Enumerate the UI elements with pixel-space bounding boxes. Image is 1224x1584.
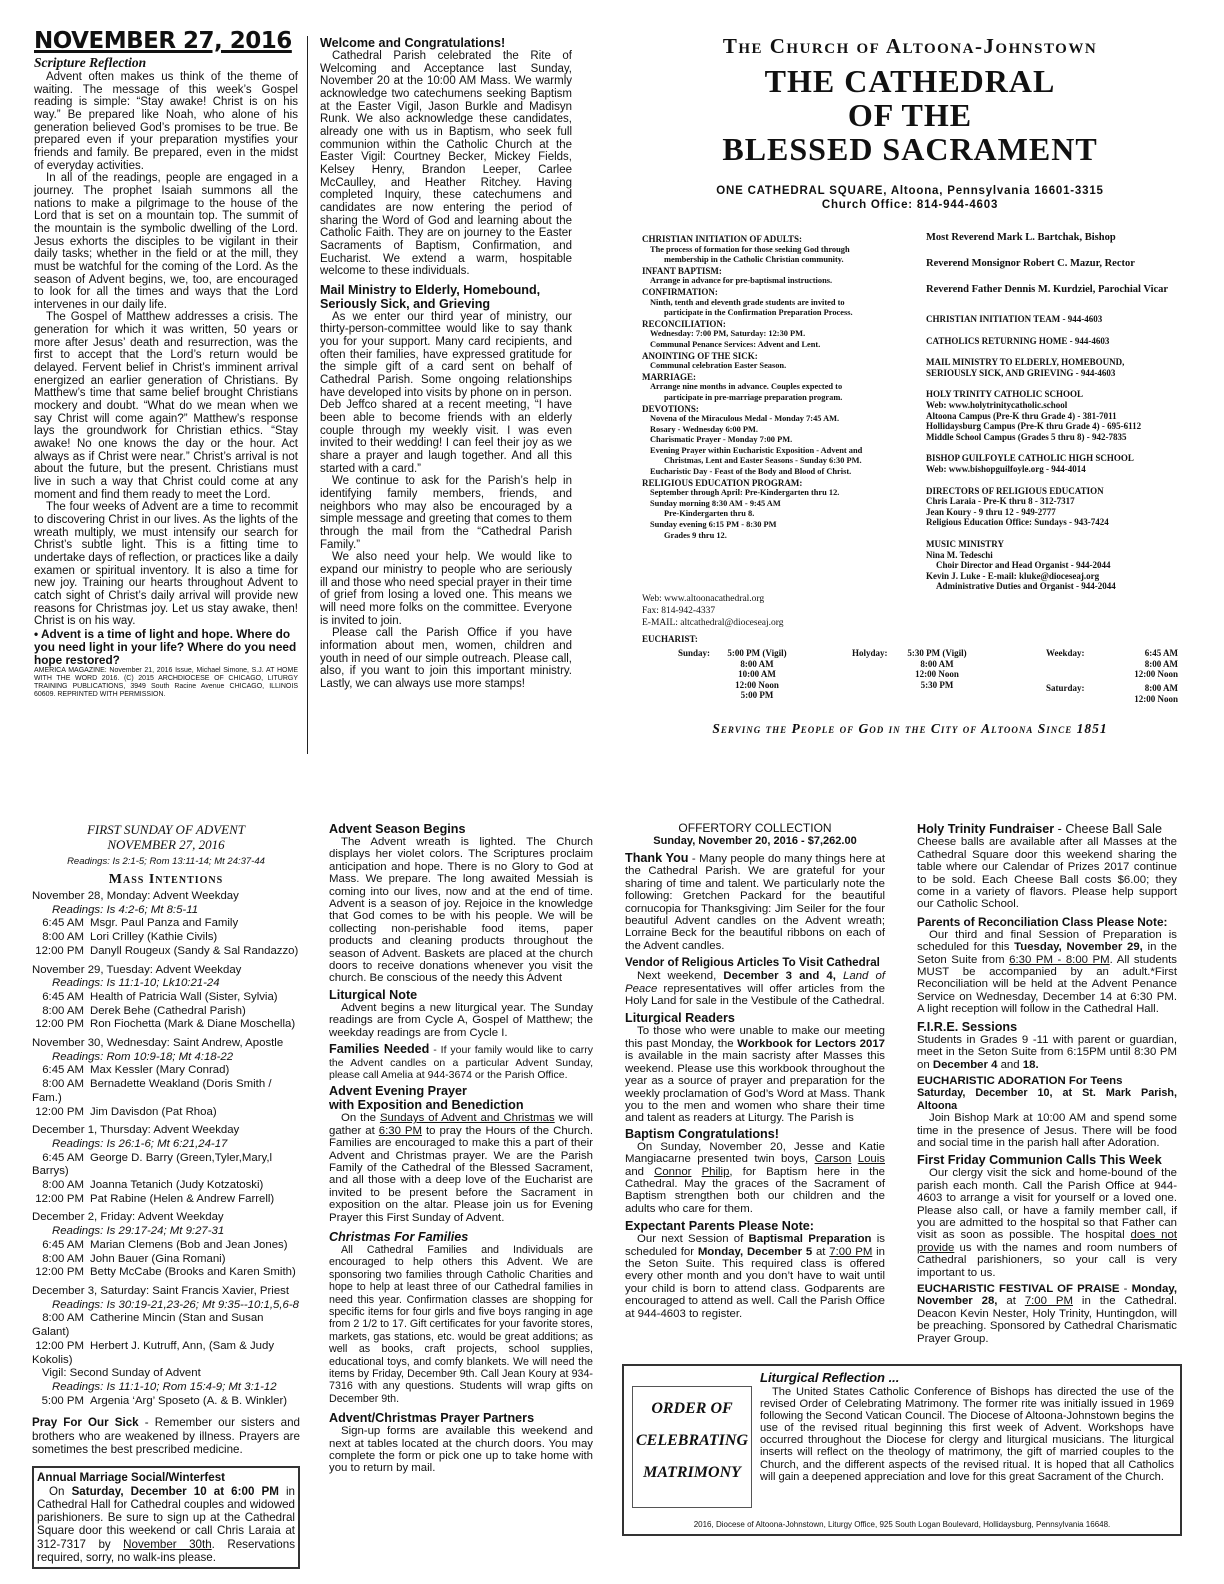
ministry-line: MAIL MINISTRY TO ELDERLY, HOMEBOUND,	[926, 357, 1125, 368]
mass-time: 8:00 AM	[42, 1078, 84, 1091]
welcome-body: Cathedral Parish celebrated the Rite of Welcoming and Acceptance last Sunday, November 20 at the 10:00 AM Mass. We warmly acknowledge two catechumens seeking Baptism at the Easter Vigil, Jason Burkle and Madisyn Runk. We also acknowledge these candidates, already one with us in Baptism, who seek full communion within the Catholic Church at the Easter Vigil: Courtney Becker, Mickey Fields, Kelsey Henry, Brandon Leeper, Carlee McCaulley, and Heather Ritchey. Having completed Inquiry, these catechumens and candidates are now entering the period of sharing the Word of God and learning about the Catholic Faith. They are on journey to the Easter Sacraments of Baptism, Confirmation, and Eucharist. We extend a warm, hospitable welcome to these individuals.	[320, 50, 572, 278]
mass-intention-name: Marian Clemens (Bob and Jean Jones)	[90, 1238, 288, 1251]
offertory-amount: Sunday, November 20, 2016 - $7,262.00	[653, 835, 857, 847]
advent-date: NOVEMBER 27, 2016	[107, 837, 225, 852]
mail-para-3: We also need your help. We would like to expand our ministry to people who are seriously ill and those who need special prayer in their time of grief from losing a loved one. This means we will need more folks on the committee. Everyone is invited to join.	[320, 551, 572, 627]
info-line: Arrange nine months in advance. Couples expected to	[650, 382, 843, 392]
rec-u1: 6:30 PM - 8:00 PM	[1009, 953, 1110, 966]
ministry-line: MUSIC MINISTRY	[926, 538, 1004, 549]
intention-readings: Readings: Is 11:1-10; Lk10:21-24	[52, 977, 220, 990]
social-date: Saturday, December 10 at 6:00 PM	[71, 1484, 279, 1498]
families-needed	[329, 1042, 593, 1081]
ministries-list	[926, 314, 1196, 592]
sidebar-line-1: ORDER OF	[651, 1400, 733, 1417]
mass-intention-row	[32, 1064, 300, 1078]
mass-intention-name: Jim Davisdon (Pat Rhoa)	[90, 1105, 217, 1118]
info-line: participate in the Confirmation Preparation Process.	[664, 308, 853, 318]
fax-number: Fax: 814-942-4337	[642, 606, 716, 616]
evening-prayer-title-2: with Exposition and Benediction	[329, 1098, 524, 1113]
mass-intention-name: John Bauer (Gina Romani)	[90, 1252, 226, 1265]
sunday-time: 5:00 PM	[740, 690, 774, 701]
info-line: participate in pre-marriage preparation program.	[664, 392, 843, 402]
advent-column	[32, 822, 300, 1564]
sunday-time: 10:00 AM	[738, 669, 776, 680]
mass-intention-name: Pat Rabine (Helen & Andrew Farrell)	[90, 1192, 275, 1205]
first-friday-body	[917, 1167, 1177, 1279]
mass-time: 6:45 AM	[42, 1151, 84, 1164]
weekday-time: 6:45 AM	[1144, 648, 1178, 658]
office-phone: Church Office: 814-944-4603	[821, 199, 999, 211]
ministry-line: CHRISTIAN INITIATION TEAM - 944-4603	[926, 314, 1103, 324]
offertory-column	[625, 822, 885, 1362]
sunday-times	[712, 648, 802, 701]
sidebar-line-2: CELEBRATING	[635, 1432, 749, 1449]
ministry-line: Jean Koury - 9 thru 12 - 949-2777	[926, 506, 1056, 517]
expectant-title: Expectant Parents Please Note:	[625, 1219, 814, 1234]
mass-time: 12:00 PM	[35, 1339, 84, 1352]
mass-intention-row	[32, 917, 300, 931]
mass-time: 8:00 AM	[42, 931, 84, 944]
scripture-para-3: The Gospel of Matthew addresses a crisis. The generation for which it was written, 50 years or more after Jesus’ death and resurrection, was the first to accept that the Lord’s return would be delayed. Fervent belief in Christ’s imminent arrival energized an earlier generation of Christians. By Matthew’s time that same belief brought Christians mockery and doubt. “What do we mean when we say Christ will come again?” Matthew’s response lays the groundwork for Christian ethics. “Stay awake! No one knows the day or the hour. Act always as if Christ were near.” Christ’s arrival is not about the future, but the present. Christians must live in such a way that Christ could come at any moment and find them ready to meet the Lord.	[34, 311, 298, 501]
vendor-t2: representatives will offer articles from the Holy Land for sale in the Vestibule of the Cathedral.	[625, 982, 885, 1008]
ff-u1: does not provide	[917, 1229, 1177, 1254]
advent-begins-body: The Advent wreath is lighted. The Church displays her violet colors. The Scriptures proclaim anticipation and hope. There is no Glory to God at Mass. We prepare. The long awaited Messiah is coming into our lives, now and at the end of time. Advent is a season of joy. Rejoice in the knowledge that God comes to be with his people. We will be collecting non-perishable food items, paper products and cleaning products throughout the season of Advent. Baskets are placed at the church doors to receive donations whenever you visit the church. Be conscious of the needy this Advent	[329, 836, 593, 985]
sacraments-info	[642, 234, 922, 634]
ep-u2: 6:30 PM	[378, 1124, 423, 1137]
info-line: Evening Prayer within Eucharistic Exposition - Advent and	[650, 445, 863, 455]
exp-b1: Baptismal Preparation	[748, 1233, 872, 1246]
festival-block	[917, 1283, 1177, 1345]
pray-text: - Remember our sisters and brothers who are weakened by illness. Prayers are sometimes the best prescribed medicine.	[32, 1416, 300, 1456]
cathedral-title-2: OF THE	[847, 97, 973, 133]
ff-t2: us with the names and room numbers of Cathedral parishioners, so your call is very important to us.	[917, 1241, 1177, 1279]
sunday-label: Sunday:	[678, 648, 711, 658]
mass-time: 6:45 AM	[42, 1064, 84, 1077]
saturday-label: Saturday:	[1046, 683, 1085, 693]
info-line: membership in the Catholic Christian community.	[664, 255, 844, 265]
holyday-label: Holyday:	[852, 648, 888, 658]
saturday-time: 8:00 AM	[1144, 683, 1178, 693]
fest-b1: Monday, November 28,	[917, 1283, 1177, 1308]
ff-t1: Our clergy visit the sick and home-bound of the parish each month. Call the Parish Office at 944-4603 to arrange a visit for yourself or a loved one. Please also call, or have a family member call, if you are admitted to the hospital so that Father can visit as soon as possible. The hospital	[917, 1167, 1177, 1242]
bap-u4: Philip	[701, 1165, 730, 1178]
advent-notes-column	[329, 822, 593, 1544]
mail-title: Mail Ministry to Elderly, Homebound, Seriously Sick, and Grieving	[320, 282, 541, 311]
welcome-column	[320, 36, 572, 748]
rec-t2: in the Seton Suite from	[917, 941, 1177, 966]
exp-b2: Monday, December 5	[697, 1245, 813, 1258]
mass-intention-row	[32, 1312, 300, 1339]
reflection-sidebar	[632, 1386, 752, 1508]
ep-u1: Sundays of Advent and Christmas	[379, 1112, 555, 1125]
holyday-time: 12:00 Noon	[915, 669, 959, 680]
social-text-3: . Reservations required, sorry, no walk-ins please.	[37, 1537, 295, 1564]
mail-para-1: As we enter our third year of ministry, our thirty-person-committee would like to say thank you for your support. Many card recipients, and often their families, have expressed gratitude for the simple gift of a card sent on behalf of Cathedral Parish. Some ongoing relationships have developed into visits by phone on in person. Deb Jeffco shared at a recent meeting, “I have been able to become friends with an elderly couple through my weekly visit. I was even invited to their wedding! I can feel their joy as we share a prayer and laugh together. And all this started with a card.”	[320, 310, 572, 475]
email-link[interactable]: E-MAIL: altcathedral@dioceseaj.org	[642, 618, 784, 628]
prayer-partners-body: Sign-up forms are available this weekend and next at tables located at the church doors. You may complete the form or pick one up to take home with you to return by mail.	[329, 1425, 593, 1475]
ministry-line: HOLY TRINITY CATHOLIC SCHOOL	[926, 389, 1083, 400]
info-line: RELIGIOUS EDUCATION PROGRAM:	[642, 477, 803, 488]
saturday-time: 12:00 Noon	[1134, 693, 1178, 704]
exp-t3: at	[812, 1245, 830, 1258]
weekday-time: 8:00 AM	[1144, 658, 1178, 669]
mass-time: 12:00 PM	[35, 1266, 84, 1279]
advent-heading: FIRST SUNDAY OF ADVENT	[86, 822, 246, 837]
mass-time: 12:00 PM	[35, 1192, 84, 1205]
info-line: Sunday evening 6:15 PM - 8:30 PM	[650, 520, 777, 530]
adoration-subtitle: Saturday, December 10, at St. Mark Parish, Altoona	[917, 1087, 1177, 1112]
ministry-line: Chris Laraia - Pre-K thru 8 - 312-7317	[926, 496, 1075, 507]
intention-day: November 28, Monday: Advent Weekday	[32, 890, 239, 902]
weekday-time: 12:00 Noon	[1134, 669, 1178, 680]
intention-readings: Readings: Rom 10:9-18; Mt 4:18-22	[52, 1050, 234, 1063]
cathedral-title-1: THE CATHEDRAL	[764, 63, 1056, 99]
eucharist-label: EUCHARIST:	[642, 634, 698, 644]
baptism-title: Baptism Congratulations!	[625, 1126, 779, 1141]
advent-begins-title: Advent Season Begins	[329, 822, 466, 836]
christmas-families-title: Christmas For Families	[329, 1229, 469, 1244]
ep-t1: On the	[341, 1112, 380, 1125]
vendor-dates: December 3 and 4,	[723, 970, 836, 983]
info-line: The process of formation for those seeking God through	[650, 244, 850, 254]
scripture-title: Scripture Reflection	[34, 55, 147, 70]
sunday-time: 5:00 PM (Vigil)	[727, 648, 787, 658]
mass-time: 5:00 PM	[41, 1394, 84, 1407]
rec-t3: . All students MUST be accompanied by an adult.*First Reconciliation will be held at the Advent Penance Service on Wednesday, December 14 at 6:30 PM. A light reception will follow in the Cathedral Hall.	[917, 953, 1177, 1016]
contact-info	[642, 593, 922, 633]
holyday-time: 8:00 AM	[920, 658, 954, 669]
intention-readings: Readings: Is 29:17-24; Mt 9:27-31	[52, 1225, 225, 1238]
info-line: Novena of the Miraculous Medal - Monday 7:45 AM.	[650, 414, 840, 424]
intention-day: December 3, Saturday: Saint Francis Xavier, Priest	[32, 1284, 290, 1297]
intention-day: November 29, Tuesday: Advent Weekday	[32, 963, 242, 976]
vendor-title: Vendor of Religious Articles To Visit Cathedral	[625, 956, 880, 970]
fundraiser-column	[917, 822, 1177, 1362]
ministry-line: Choir Director and Head Organist - 944-2044	[936, 560, 1111, 571]
fire-b1: December 4	[932, 1058, 998, 1071]
vendor-body	[625, 970, 885, 1007]
fire-t1: Students in Grades 9 -11 with parent or guardian, meet in the Seton Suite from 6:15PM until 8:30 PM on	[917, 1033, 1177, 1071]
thanks-body: - Many people do many things here at the Cathedral Parish. We are grateful for your sharing of time and talent. We particularly note the following: Gretchen Packard for the beautiful cornucopia for Thanksgiving: Jim Seiler for the four beautiful Advent candles on the Advent wreath; Lorraine Beck for the beautiful ribbons on each of the Advent candles.	[625, 853, 885, 952]
thanks-title: Thank You	[625, 851, 689, 865]
bap-t1: On Sunday, November 20, Jesse and Katie Mangiacarne presented twin boys,	[625, 1140, 885, 1166]
adoration-title: EUCHARISTIC ADORATION For Teens	[917, 1074, 1123, 1087]
intention-day: December 2, Friday: Advent Weekday	[32, 1211, 224, 1224]
church-name: The Church of Altoona-Johnstown	[722, 34, 1098, 58]
vigil-readings: Readings: Is 11:1-10; Rom 15:4-9; Mt 3:1-12	[52, 1380, 277, 1393]
mass-intention-row	[32, 1193, 300, 1207]
liturgical-reflection-box	[622, 1364, 1182, 1536]
mass-intention-row	[32, 1018, 300, 1032]
thank-you	[625, 851, 885, 952]
info-line: Christmas, Lent and Easter Seasons - Sunday 6:30 PM.	[664, 456, 862, 466]
mass-intention-row	[32, 1253, 300, 1267]
exp-t1: Our next Session of	[637, 1233, 749, 1246]
mass-intention-row	[32, 1239, 300, 1253]
mass-intention-name: Health of Patricia Wall (Sister, Sylvia)	[90, 990, 278, 1003]
mass-time: 12:00 PM	[35, 1105, 84, 1118]
column-rule	[307, 36, 308, 754]
fundraiser-subtitle: - Cheese Ball Sale	[1054, 822, 1162, 836]
info-line: September through April: Pre-Kindergarten thru 12.	[650, 488, 840, 498]
mass-intention-row	[32, 1266, 300, 1280]
pray-for-sick	[32, 1416, 300, 1456]
mass-intention-row	[32, 945, 300, 959]
mass-time: 8:00 AM	[42, 1312, 84, 1325]
cathedral-title-3: BLESSED SACRAMENT	[722, 131, 1098, 167]
exp-u1: 7:00 PM	[829, 1245, 873, 1258]
ep-t2: we will gather at	[329, 1112, 594, 1137]
fire-b2: 18.	[1022, 1058, 1039, 1071]
mass-intention-row	[32, 991, 300, 1005]
sunday-time: 12:00 Noon	[735, 679, 779, 690]
reconciliation-title: Parents of Reconciliation Class Please Note:	[917, 914, 1168, 929]
reflection-title: Liturgical Reflection ...	[760, 1370, 900, 1385]
mass-intention-row	[32, 931, 300, 945]
mass-intention-name: Catherine Mincin (Stan and Susan Galant)	[32, 1312, 264, 1339]
mass-time: 6:45 AM	[42, 1238, 84, 1251]
clergy-vicar: Reverend Father Dennis M. Kurdziel, Parochial Vicar	[926, 284, 1169, 295]
holyday-time: 5:30 PM (Vigil)	[907, 648, 967, 658]
clergy-rector: Reverend Monsignor Robert C. Mazur, Rector	[926, 258, 1135, 269]
baptism-body	[625, 1141, 885, 1215]
info-line: Communal celebration Easter Season.	[650, 361, 787, 371]
mass-intention-row	[32, 1340, 300, 1367]
ministry-line: SERIOUSLY SICK, AND GRIEVING - 944-4603	[926, 367, 1116, 378]
scripture-para-1: Advent often makes us think of the theme of waiting. The message of this week’s Gospel reading is simple: “Stay awake! Christ is on his way.” Be prepared like Noah, who alone of his generation believed God’s promises to be true. Be prepared even if your preparation mystifies your friends and family. Be prepared, even in the midst of everyday activities.	[34, 71, 298, 172]
fest-u1: 7:00 PM	[1024, 1295, 1073, 1308]
fundraiser-heading	[917, 822, 1177, 836]
sunday-time: 8:00 AM	[740, 658, 774, 669]
mass-intention-row	[32, 1106, 300, 1120]
mass-intention-row	[32, 1152, 300, 1179]
festival-title: EUCHARISTIC FESTIVAL OF PRAISE	[917, 1283, 1120, 1295]
mass-intentions-list	[32, 890, 300, 1408]
website-link[interactable]: Web: www.altoonacathedral.org	[642, 594, 765, 604]
ministry-line: CATHOLICS RETURNING HOME - 944-4603	[926, 335, 1110, 346]
vigil-line: Vigil: Second Sunday of Advent	[42, 1367, 201, 1380]
clergy-and-ministries	[926, 232, 1196, 632]
exp-t2: is scheduled for	[625, 1233, 885, 1258]
mass-intention-row	[32, 1005, 300, 1019]
fire-body	[917, 1034, 1177, 1071]
info-line: Rosary - Wednesday 6:00 PM.	[650, 424, 759, 434]
ministry-line: BISHOP GUILFOYLE CATHOLIC HIGH SCHOOL	[926, 453, 1134, 464]
holyday-time: 5:30 PM	[920, 679, 954, 690]
ministry-line: Administrative Duties and Organist - 944-2044	[936, 581, 1116, 592]
weekday-times	[1098, 648, 1178, 680]
mass-time: 6:45 AM	[42, 917, 84, 930]
mass-intention-name: Bernadette Weakland (Doris Smith / Fam.)	[32, 1078, 272, 1104]
mass-time: 6:45 AM	[42, 990, 84, 1003]
mass-intention-name: Betty McCabe (Brooks and Karen Smith)	[90, 1266, 296, 1279]
fundraiser-title: Holy Trinity Fundraiser	[917, 822, 1055, 836]
info-line: Communal Penance Services: Advent and Lent.	[650, 339, 821, 349]
rec-b1: Tuesday, November 29,	[1014, 941, 1143, 954]
mass-time: 12:00 PM	[35, 944, 84, 957]
offertory-title: OFFERTORY COLLECTION	[678, 821, 832, 835]
saturday-times	[1098, 683, 1178, 704]
fest-t2: at	[997, 1295, 1025, 1308]
info-line: Grades 9 thru 12.	[664, 530, 727, 540]
families-body: - If your family would like to carry the Advent candles on a particular Advent Sunday, please call Amelia at 944-3674 or the Parish Office.	[329, 1044, 593, 1081]
holyday-times	[887, 648, 987, 690]
ministry-line: Web: www.holytrinitycatholic.school	[926, 399, 1068, 410]
ministry-line: Altoona Campus (Pre-K thru Grade 4) - 381-7011	[926, 410, 1117, 421]
mail-para-2: We continue to ask for the Parish’s help in identifying family members, friends, and neighbors who may also be encouraged by a simple message and greeting that comes to them through the mail from the “Cathedral Parish Family.”	[320, 475, 572, 551]
info-line: RECONCILIATION:	[642, 318, 726, 329]
vendor-t1: Next weekend,	[637, 970, 724, 983]
mass-intention-name: Argenia ‘Arg’ Sposeto (A. & B. Winkler)	[90, 1394, 288, 1407]
expectant-body	[625, 1233, 885, 1320]
serving-tagline: Serving the People of God in the City of Altoona Since 1851	[712, 721, 1108, 736]
info-line: Ninth, tenth and eleventh grade students are invited to	[650, 297, 845, 307]
mass-intention-name: Danyll Rougeux (Sandy & Sal Randazzo)	[90, 944, 299, 957]
mass-intention-name: Ron Fiochetta (Mark & Diane Moschella)	[90, 1018, 296, 1031]
mass-intention-name: Max Kessler (Mary Conrad)	[90, 1064, 230, 1077]
reflection-credit: 2016, Diocese of Altoona-Johnstown, Liturgy Office, 925 South Logan Boulevard, Hollidaysburg, Pennsylvania 16648.	[693, 1520, 1111, 1529]
intention-readings: Readings: Is 4:2-6; Mt 8:5-11	[52, 903, 199, 916]
info-line: Arrange in advance for pre-baptismal instructions.	[650, 276, 833, 286]
liturgical-note-title: Liturgical Note	[329, 987, 418, 1002]
bap-t3: and	[625, 1165, 655, 1178]
families-title: Families Needed	[329, 1042, 430, 1057]
intention-day: December 1, Thursday: Advent Weekday	[32, 1124, 240, 1137]
advent-readings: Readings: Is 2:1-5; Rom 13:11-14; Mt 24:37-44	[67, 856, 265, 867]
welcome-title: Welcome and Congratulations!	[320, 36, 506, 50]
mass-intention-row	[32, 1078, 300, 1105]
readers-title: Liturgical Readers	[625, 1011, 735, 1026]
bap-t5: , for Baptism here in the Cathedral. May the graces of the Sacrament of Baptism strengthen both our children and the adults who care for them.	[625, 1165, 885, 1215]
intention-day: November 30, Wednesday: Saint Andrew, Apostle	[32, 1037, 284, 1050]
mass-time: 8:00 AM	[42, 1179, 84, 1192]
bap-t4	[691, 1166, 701, 1178]
christmas-families-body: All Cathedral Families and Individuals are encouraged to help others this Advent. We are sponsoring two families through Catholic Charities and hope to help at least three of our Cathedral families in need this year. Confirmation classes are shopping for specific items for four girls and five boys ranging in age from 2 1/2 to 17. Gift certificates for your favorite stores, markets, gas stations, etc. would be great additions; as well as books, craft projects, school supplies, educational toys, and comfy blankets. We will need the items by Friday, December 9th. Call Jean Koury at 934-7316 with any questions. Students will wrap gifts on December 9th.	[329, 1243, 593, 1405]
readers-body	[625, 1025, 885, 1124]
ministry-line: Nina M. Tedeschi	[926, 549, 993, 560]
mass-time: 12:00 PM	[35, 1018, 84, 1031]
address-line: ONE CATHEDRAL SQUARE, Altoona, Pennsylvania 16601-3315	[716, 185, 1104, 197]
ministry-line: Middle School Campus (Grades 5 thru 8) - 942-7835	[926, 431, 1127, 442]
scripture-para-4: The four weeks of Advent are a time to recommit to discovering Christ in our lives. As the lights of the wreath multiply, we must intensify our search for Christ’s subtle light. This is a fitting time to undertake days of reflection, or practices like a daily examen or spiritual inventory. It is also a time for new joy. Training our hearts throughout Advent to catch sight of Christ’s daily arrival will provide new reasons for Christmas joy. Let us stay awake, then! Christ is on his way.	[34, 501, 298, 628]
fest-t3: in the Cathedral. Deacon Kevin Nester, Holy Trinity, Huntingdon, will be preaching. Sponsored by Cathedral Charismatic Prayer Group.	[917, 1295, 1178, 1345]
mass-intention-name: Lori Crilley (Kathie Civils)	[90, 931, 218, 944]
info-line: Wednesday: 7:00 PM, Saturday: 12:30 PM.	[650, 329, 806, 339]
info-line: Charismatic Prayer - Monday 7:00 PM.	[650, 435, 793, 445]
info-line: MARRIAGE:	[642, 371, 696, 382]
liturgical-note-body: Advent begins a new liturgical year. The Sunday readings are from Cycle A, Gospel of Matthew; the weekday readings are from Cycle I.	[329, 1001, 593, 1039]
scripture-credit: AMERICA MAGAZINE: November 21, 2016 Issue, Michael Simone, S.J. AT HOME WITH THE WORD 2016. (C) 2015 ARCHDIOCESE OF CHICAGO, LITURGY TRAINING PUBLICATIONS, 3949 South Racine Avenue CHICAGO, ILLINOIS 60609. REPRINTED WITH PERMISSION.	[34, 666, 298, 698]
scripture-column	[34, 30, 298, 750]
adoration-body: Join Bishop Mark at 10:00 AM and spend some time in the presence of Jesus. There will be food and social time in the parish hall after Adoration.	[917, 1112, 1177, 1149]
info-line: Eucharistic Day - Feast of the Body and Blood of Christ.	[650, 467, 852, 477]
info-line: Sunday morning 8:30 AM - 9:45 AM	[650, 498, 781, 508]
reflection-question: • Advent is a time of light and hope. Where do you need light in your life? Where do you need hope restored?	[34, 626, 297, 667]
bap-u1: Carson	[814, 1153, 852, 1166]
mass-intention-name: Msgr. Paul Panza and Family	[90, 917, 239, 930]
info-line: Pre-Kindergarten thru 8.	[664, 509, 755, 519]
info-line: INFANT BAPTISM:	[642, 265, 722, 276]
prayer-partners-title: Advent/Christmas Prayer Partners	[329, 1411, 535, 1426]
sidebar-line-3: MATRIMONY	[643, 1464, 741, 1481]
readers-t2: is available in the main sacristy after Masses this weekend. Please use this workbook throughout the year as a source of prayer and preparation for the weekly proclamation of God’s Word at Mass. Thank you to the men and women who share their time and talent as readers at Liturgy. The Parish is	[625, 1050, 885, 1125]
intention-readings: Readings: Is 30:19-21,23-26; Mt 9:35--10:1,5,6-8	[52, 1298, 299, 1311]
mass-intention-row	[32, 1179, 300, 1193]
fire-title: F.I.R.E. Sessions	[917, 1019, 1018, 1034]
fundraiser-body: Cheese balls are available after all Masses at the Cathedral Square door this weekend sharing the table where our Calendar of Prizes 2017 continue to be sold. Each Cheese Ball costs $6.00; they come in a variety of flavors. Please help support our Catholic School.	[917, 836, 1177, 911]
info-line: CHRISTIAN INITIATION OF ADULTS:	[642, 234, 802, 244]
mail-para-4: Please call the Parish Office if you have information about men, women, children and youth in need of our simple outreach. Please call, also, if you want to join this important ministry. Lastly, we can always use more stamps!	[320, 627, 572, 690]
ministry-line: Hollidaysburg Campus (Pre-K thru Grade 4) - 695-6112	[926, 421, 1142, 432]
mass-time: 8:00 AM	[42, 1004, 84, 1017]
bap-u2: Louis	[857, 1153, 885, 1166]
reflection-body: The United States Catholic Conference of Bishops has directed the use of the revised Order of Celebrating Matrimony. The former rite was initially issued in 1969 following the Second Vatican Council. The Diocese of Altoona-Johnstown begins the use of the revised ritual beginning this first week of Advent. Workshops have occurred throughout the Diocese for clergy and liturgical musicians. The liturgical inserts will reflect on the theology of matrimony, the gift of married couples to the Church, and the different aspects of the revised ritual. It is hoped that all Catholics will gain a deepened appreciation and love for this great Sacrament of the Church.	[760, 1386, 1174, 1483]
mass-intention-name: Derek Behe (Cathedral Parish)	[90, 1004, 246, 1017]
weekday-label: Weekday:	[1046, 648, 1085, 658]
social-deadline: November 30th	[123, 1537, 212, 1551]
pray-label: Pray For Our Sick	[32, 1416, 139, 1430]
intention-readings: Readings: Is 26:1-6; Mt 6:21,24-17	[52, 1137, 228, 1150]
mass-intention-name: Herbert J. Kutruff, Ann, (Sam & Judy Kokolis)	[32, 1339, 275, 1366]
evening-prayer-body	[329, 1112, 593, 1224]
clergy-bishop: Most Reverend Mark L. Bartchak, Bishop	[926, 232, 1116, 243]
ministry-line: Kevin J. Luke - E-mail: kluke@dioceseaj.org	[926, 570, 1100, 581]
info-line: DEVOTIONS:	[642, 403, 699, 414]
mass-intention-row	[32, 1395, 300, 1409]
marriage-social-box	[32, 1466, 300, 1569]
ep-t3: to pray the Hours of the Church. Families are encouraged to make this a part of their Advent and Christmas prayer. We are the Parish Family of the Cathedral of the Blessed Sacrament, and all those with a deep love of the Eucharist are invited to be present before the Sacrament in exposition on the altar. Please join us for Evening Prayer this First Sunday of Advent.	[329, 1124, 593, 1224]
fire-t2: and	[997, 1058, 1023, 1071]
mass-time: 8:00 AM	[42, 1252, 84, 1265]
mass-intention-name: George D. Barry (Green,Tyler,Mary,l Barrys)	[32, 1151, 273, 1178]
vendor-name: Land of Peace	[625, 970, 886, 995]
social-text-1: On	[49, 1484, 72, 1498]
social-text-2: in Cathedral Hall for Cathedral couples and widowed parishioners. Be sure to sign up at the Cathedral Square door this weekend or call Chris Laraia at 312-7317 by	[37, 1484, 295, 1551]
bap-u3: Connor	[654, 1165, 692, 1178]
mass-intention-name: Joanna Tetanich (Judy Kotzatoski)	[90, 1179, 264, 1192]
fest-t1: -	[1119, 1283, 1132, 1295]
evening-prayer-title-1: Advent Evening Prayer	[329, 1084, 467, 1099]
reconciliation-body	[917, 929, 1177, 1016]
eucharist-schedule	[642, 634, 1202, 714]
exp-t4: in the Seton Suite. This required class is offered every other month and you don’t have to wait until your child is born to attend class. Godparents are encouraged to attend as well. Call the Parish Office at 944-4603 to register.	[625, 1245, 885, 1320]
info-line: CONFIRMATION:	[642, 286, 718, 297]
ministry-line: Religious Education Office: Sundays - 943-7424	[926, 517, 1109, 528]
first-friday-title: First Friday Communion Calls This Week	[917, 1153, 1162, 1168]
ministry-line: Web: www.bishopguilfoyle.org - 944-4014	[926, 463, 1086, 474]
masthead	[620, 30, 1200, 212]
date-header: NOVEMBER 27, 2016	[34, 28, 292, 54]
mass-intentions-title: Mass Intentions	[108, 872, 224, 887]
rec-t1: Our third and final Session of Preparation is scheduled for this	[917, 928, 1177, 954]
ministry-line: DIRECTORS OF RELIGIOUS EDUCATION	[926, 485, 1104, 496]
readers-book: Workbook for Lectors 2017	[737, 1037, 885, 1050]
scripture-para-2: In all of the readings, people are engaged in a journey. The prophet Isaiah summons all the nations to make a pilgrimage to the house of the Lord that is set on a mountain top. The summit of the mountain is the symbolic dwelling of the Lord. Jesus exhorts the disciples to be vigilant in their daily tasks; whether in the field or at the mill, they must be watchful for the coming of the Lord. As the season of Advent begins, we, too, are encouraged to look for all the times and ways that the Lord intervenes in our daily life.	[34, 172, 298, 311]
social-title: Annual Marriage Social/Winterfest	[37, 1471, 226, 1485]
info-line: ANOINTING OF THE SICK:	[642, 350, 758, 361]
readers-t1: To those who were unable to make our meeting this past Monday, the	[625, 1025, 885, 1050]
